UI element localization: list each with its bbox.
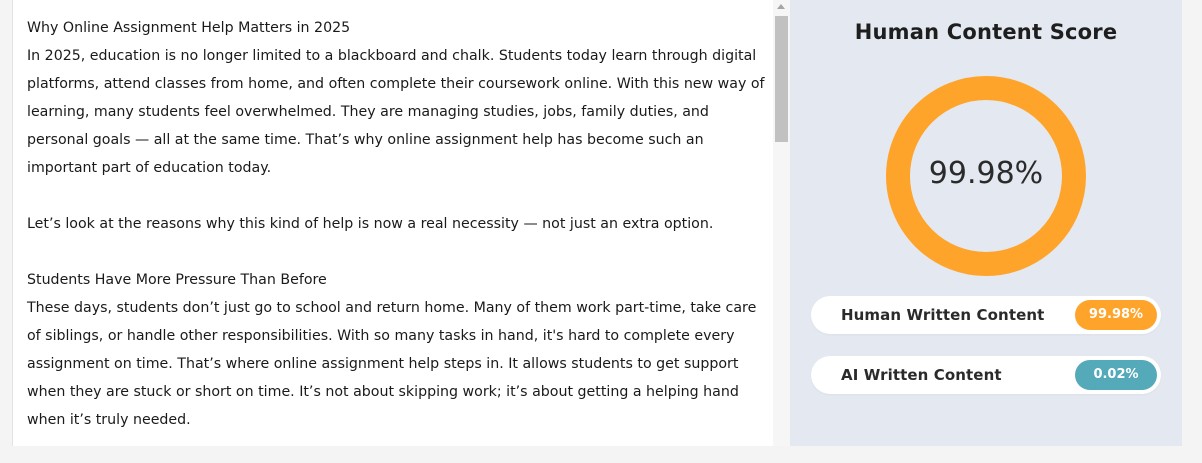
human-content-row [811,296,1161,334]
paragraph: These days, students don’t just go to school and return home. Many of them work part-time, take care of siblings, or handle other responsibilities. With so many tasks in hand, it's hard to complete every assignment on time. That’s where online assignment help steps in. It allows students to get support when they are stuck or short on time. It’s not about skipping work; it’s about getting a helping hand when it’s truly needed. [27,300,757,428]
ai-content-label: AI Written Content [841,366,1002,384]
score-title: Human Content Score [854,20,1118,44]
bottom-strip [0,446,1202,463]
scroll-up-arrow-icon[interactable] [777,4,785,9]
blank-line [27,182,767,210]
ai-content-badge: 0.02% [1075,360,1157,390]
score-panel [790,0,1182,446]
blank-line [27,238,767,266]
editor-scrollbar[interactable] [773,0,790,446]
human-content-label: Human Written Content [841,306,1045,324]
paragraph: Let’s look at the reasons why this kind of help is now a real necessity — not just an extra option. [27,216,714,232]
human-content-badge: 99.98% [1075,300,1157,330]
score-percentage: 99.98% [928,156,1044,191]
editor-content[interactable] [27,14,767,434]
subheading-line: Students Have More Pressure Than Before [27,272,327,288]
scroll-thumb[interactable] [775,16,788,142]
ai-content-row [811,356,1161,394]
text-editor[interactable] [12,0,773,446]
heading-line: Why Online Assignment Help Matters in 2025 [27,20,351,36]
paragraph: In 2025, education is no longer limited to a blackboard and chalk. Students today learn through digital platforms, attend classes from home, and often complete their coursework online. With this new way of learning, many students feel overwhelmed. They are managing studies, jobs, family duties, and personal goals — all at the same time. That’s why online assignment help has become such an important part of education today. [27,48,765,176]
